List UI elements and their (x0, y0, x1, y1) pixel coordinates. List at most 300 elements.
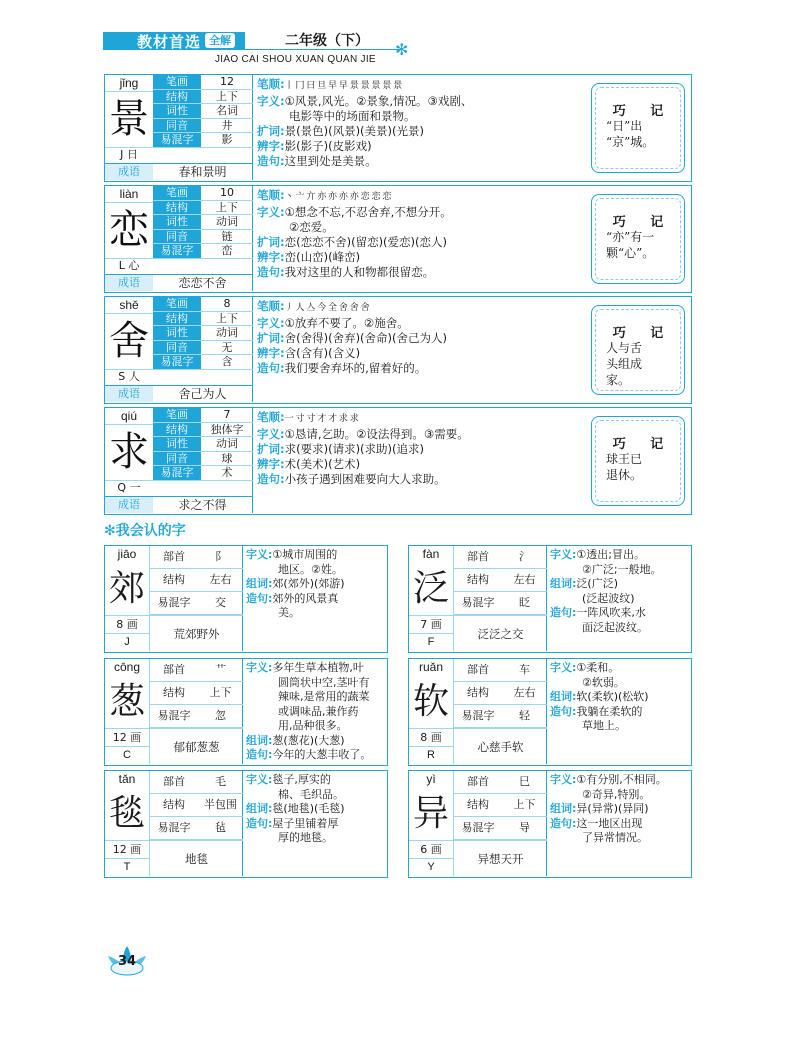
attribute-label: 易混字 (153, 466, 201, 480)
attribute-label: 结构 (467, 686, 489, 699)
character-glyph: 软 (412, 681, 449, 722)
example-sentence-text: 屋子里铺着厚 (272, 816, 339, 830)
attribute-row (153, 133, 253, 148)
attribute-row (153, 75, 253, 90)
word-extension-label: 扩词: (257, 331, 285, 345)
attribute-value: 巳 (519, 775, 530, 788)
memory-tip-line: 人与舌 (606, 341, 643, 355)
recognition-card (104, 770, 388, 878)
attribute-label: 部首 (467, 663, 489, 676)
attribute-label: 同音 (153, 119, 201, 133)
character-pinyin: fàn (422, 547, 440, 561)
example-sentence (550, 705, 690, 720)
character-radical: Q 一 (117, 481, 141, 494)
character-distinction (257, 139, 587, 154)
character-pinyin: ruǎn (418, 660, 444, 674)
attribute-value: 上下 (216, 89, 238, 103)
attribute-rows (153, 186, 253, 259)
attribute-row (453, 771, 547, 794)
stroke-count: 6 画 (409, 841, 453, 859)
meaning-text: ①透出;冒出。 (576, 548, 645, 561)
meaning (246, 548, 386, 563)
idiom-label: 成语 (105, 497, 153, 513)
meaning (550, 548, 690, 563)
meaning-label: 字义: (246, 661, 273, 674)
attribute-label: 结构 (153, 312, 201, 326)
attribute-value: 艹 (215, 663, 226, 676)
attribute-value: 毛 (215, 775, 226, 788)
example-sentence (246, 817, 386, 832)
example-sentence-text: 这一地区出现 (576, 816, 643, 830)
character-distinction-label: 辨字: (257, 250, 285, 264)
stroke-count-cell (105, 615, 149, 651)
attribute-value: 峦 (221, 244, 233, 258)
attribute-label: 结构 (153, 90, 201, 104)
idiom-row (105, 163, 252, 180)
attribute-value: 动词 (216, 215, 238, 229)
memory-tip-line: 退休。 (606, 468, 643, 482)
attribute-label: 词性 (153, 215, 201, 229)
character-pinyin: liàn (119, 187, 139, 201)
word-extension (257, 442, 587, 457)
word-extension-label: 扩词: (257, 235, 285, 249)
word-formation (550, 577, 690, 592)
meaning-text: ①放弃不要了。②施舍。 (284, 316, 409, 330)
word-formation-label: 组词: (246, 802, 273, 815)
memory-tip-title: 巧 记 (612, 437, 674, 452)
memory-tip-line: 颗“心”。 (606, 246, 655, 260)
example-sentence-text: 郊外的风景真 (272, 591, 339, 605)
example-sentence-label: 造句: (550, 606, 577, 619)
attribute-label: 部首 (163, 550, 185, 563)
character-radical: S 人 (118, 370, 140, 383)
stroke-order-label: 笔顺: (257, 188, 285, 202)
header-brand: 教材首选 (137, 33, 202, 51)
character-distinction-label: 辨字: (257, 346, 285, 360)
example-sentence-label: 造句: (246, 748, 273, 761)
word-formation-text: 毯(地毯)(毛毯) (272, 802, 345, 815)
meaning-text: 毯子,厚实的 (272, 773, 331, 786)
stroke-order (257, 299, 587, 316)
character-card (104, 407, 692, 515)
stroke-order (257, 188, 587, 205)
attribute-row (153, 244, 253, 259)
attribute-value: 左右 (513, 573, 536, 586)
example-sentence-label: 造句: (257, 154, 285, 168)
example-sentence (246, 748, 386, 763)
attribute-label: 笔画 (153, 297, 201, 311)
meaning-text: ①有分别,不相同。 (576, 773, 667, 786)
attribute-value: 上下 (216, 311, 238, 325)
example-sentence-text: 今年的大葱丰收了。 (272, 748, 372, 761)
word-extension (257, 124, 587, 139)
attribute-label: 易混字 (157, 821, 191, 834)
attribute-value: 独体字 (210, 422, 244, 436)
attribute-row (153, 326, 253, 341)
attribute-row (149, 546, 243, 569)
example-sentence-label: 造句: (550, 704, 577, 718)
character-distinction-text: 影(影子)(皮影戏) (284, 139, 372, 153)
stroke-order-text: 一 寸 寸 才 才 求 求 (284, 414, 359, 424)
attribute-label: 同音 (153, 452, 201, 466)
example-sentence (257, 472, 587, 487)
stroke-count-cell (105, 728, 149, 764)
idiom-label: 成语 (105, 164, 153, 180)
attribute-value: 车 (519, 663, 530, 676)
character-distinction-text: 峦(山峦)(峰峦) (284, 250, 361, 264)
meaning-label: 字义: (246, 773, 273, 786)
attribute-label: 结构 (153, 423, 201, 437)
attribute-label: 部首 (467, 775, 489, 788)
meaning-label: 字义: (257, 427, 285, 441)
meaning (550, 773, 690, 788)
attribute-value: 无 (221, 340, 233, 354)
stroke-order-text: 丨 冂 曰 旦 早 早 景 景 景 景 景 (284, 81, 402, 91)
example-sentence-continued: 厚的地毯。 (278, 831, 333, 844)
stroke-count-cell (409, 728, 453, 764)
character-pinyin: tǎn (118, 772, 136, 786)
word-formation-continued: (泛起波纹) (582, 591, 635, 605)
attribute-value: 半包围 (204, 798, 237, 811)
meaning-text: ①风景,风光。②景象,情况。③戏剧、 (284, 94, 473, 108)
example-sentence (257, 361, 587, 376)
attribute-value: 术 (221, 466, 233, 480)
meaning-label: 字义: (257, 94, 285, 108)
attribute-label: 易混字 (157, 596, 191, 609)
idiom-label: 成语 (105, 275, 153, 291)
meaning-continued: 辣味,是常用的蔬菜 (278, 690, 370, 703)
attribute-row (453, 682, 547, 705)
attribute-value: 动词 (216, 437, 238, 451)
word-extension-label: 扩词: (257, 442, 285, 456)
memory-tip-title: 巧 记 (612, 215, 674, 230)
memory-tip-box (591, 194, 685, 284)
attribute-value: 7 (223, 408, 231, 421)
attribute-label: 词性 (153, 437, 201, 451)
stroke-count: 8 画 (105, 616, 149, 634)
character-glyph: 毯 (108, 793, 145, 834)
attribute-label: 同音 (153, 230, 201, 244)
stroke-count: 12 画 (105, 841, 149, 859)
word-extension-text: 景(景色)(风景)(美景)(光景) (284, 124, 425, 138)
snowflake-icon: ✻ (395, 40, 409, 59)
meaning-continued: 电影等中的场面和景物。 (289, 109, 416, 123)
idiom-label: 成语 (105, 386, 153, 402)
attribute-value: 忽 (215, 709, 226, 722)
page-number: 34 (117, 954, 137, 969)
attribute-row (149, 569, 243, 592)
word-formation-label: 组词: (550, 690, 577, 703)
character-glyph: 葱 (108, 681, 145, 722)
character-pinyin: cōng (113, 660, 141, 674)
character-distinction (257, 250, 587, 265)
memory-tip-line: 球王已 (606, 452, 643, 466)
recognition-card (104, 658, 388, 766)
attribute-value: 左右 (209, 573, 232, 586)
section-title: ✻我会认的字 (104, 523, 186, 539)
stroke-order (257, 410, 587, 427)
attribute-label: 词性 (153, 326, 201, 340)
meaning (246, 661, 386, 676)
attribute-value: 阝 (215, 550, 226, 563)
attribute-row (453, 569, 547, 592)
character-card (104, 185, 692, 293)
attribute-row (149, 817, 243, 840)
attribute-label: 笔画 (153, 186, 201, 200)
attribute-value: 球 (221, 451, 233, 465)
recognition-definition-panel (550, 548, 690, 635)
divider (105, 369, 153, 370)
attribute-row (153, 104, 253, 119)
word-extension-label: 扩词: (257, 124, 285, 138)
character-distinction-text: 术(美术)(艺术) (284, 457, 361, 471)
memory-tip-box (591, 83, 685, 173)
attribute-row (153, 312, 253, 327)
idiom-value: 心慈手软 (453, 728, 547, 764)
example-sentence-label: 造句: (246, 816, 273, 830)
meaning-label: 字义: (257, 316, 285, 330)
character-pinyin: jǐng (119, 76, 139, 90)
definition-panel (257, 410, 587, 487)
attribute-row (153, 201, 253, 216)
attribute-value: 上下 (216, 200, 238, 214)
definition-panel (257, 299, 587, 376)
divider (105, 480, 153, 481)
idiom-value: 春和景明 (178, 165, 227, 179)
character-radical: J 日 (120, 148, 138, 161)
attribute-label: 易混字 (153, 355, 201, 369)
character-glyph: 泛 (412, 568, 449, 609)
attribute-rows (153, 297, 253, 370)
pinyin-initial: F (427, 636, 435, 648)
pinyin-initial: C (123, 749, 131, 761)
example-sentence (257, 154, 587, 169)
attribute-row (153, 90, 253, 105)
pinyin-initial: T (123, 861, 131, 873)
idiom-value: 舍己为人 (178, 387, 227, 401)
header-grade: 二年级（下） (285, 33, 369, 49)
meaning-continued: ②恋爱。 (289, 220, 334, 234)
attribute-value: 含 (221, 355, 233, 369)
example-sentence-text: 我躺在柔软的 (576, 704, 643, 718)
attribute-value: 影 (221, 133, 233, 147)
idiom-value: 恋恋不舍 (178, 276, 227, 290)
memory-tip-box (591, 305, 685, 395)
example-sentence-continued: 美。 (278, 606, 300, 619)
word-formation-text: 异(异常)(异同) (576, 802, 649, 815)
meaning-text: 多年生草本植物,叶 (272, 661, 364, 674)
recognition-definition-panel (246, 661, 386, 763)
attribute-value: 链 (221, 229, 233, 243)
word-formation-text: 葱(葱花)(大葱) (272, 733, 345, 747)
attribute-value: 井 (221, 118, 233, 132)
example-sentence-text: 小孩子遇到困难要向大人求助。 (284, 472, 446, 486)
character-info-panel (105, 297, 253, 402)
attribute-row (453, 592, 547, 615)
memory-tip-line: 家。 (606, 373, 631, 387)
character-glyph: 恋 (109, 207, 149, 253)
attribute-label: 笔画 (153, 408, 201, 422)
header-logo: 全解 (205, 33, 235, 48)
stroke-count-cell (409, 615, 453, 651)
character-glyph: 求 (109, 429, 149, 475)
example-sentence-label: 造句: (257, 361, 285, 375)
memory-tip-text (606, 340, 674, 388)
meaning-text: ①柔和。 (576, 661, 620, 674)
recognition-definition-panel (550, 773, 690, 846)
example-sentence-text: 这里到处是美景。 (284, 154, 377, 168)
page-number-badge (104, 944, 150, 978)
attribute-value: 毡 (215, 821, 226, 834)
attribute-value: 眨 (519, 596, 530, 609)
memory-tip-text (606, 118, 674, 150)
idiom-value: 郁郁葱葱 (149, 728, 243, 764)
example-sentence (550, 606, 690, 621)
stroke-order-text: 丶 亠 亣 亦 亦 亦 亦 恋 恋 恋 (284, 192, 391, 202)
memory-tip-line: 头组成 (606, 357, 643, 371)
character-info-panel (105, 186, 253, 291)
example-sentence-text: 一阵风吹来,水 (576, 606, 646, 619)
attribute-value: 氵 (519, 550, 530, 563)
attribute-row (149, 771, 243, 794)
recognition-info-panel (409, 771, 547, 876)
divider (105, 147, 153, 148)
character-info-panel (105, 408, 253, 513)
example-sentence (246, 592, 386, 607)
attribute-rows (153, 75, 253, 148)
attribute-value: 轻 (519, 709, 530, 722)
attribute-label: 结构 (163, 798, 185, 811)
idiom-row (105, 274, 252, 291)
meaning-label: 字义: (550, 548, 577, 561)
attribute-label: 结构 (163, 573, 185, 586)
attribute-row (453, 705, 547, 728)
attribute-row (153, 423, 253, 438)
attribute-row (149, 592, 243, 615)
meaning-text: ①城市周围的 (272, 548, 338, 561)
memory-tip-title: 巧 记 (612, 326, 674, 341)
attribute-row (149, 682, 243, 705)
meaning-continued: 棉、毛织品。 (278, 787, 344, 801)
character-distinction-text: 含(含有)(含义) (284, 346, 361, 360)
word-formation (550, 802, 690, 817)
definition-panel (257, 77, 587, 169)
character-distinction-label: 辨字: (257, 457, 285, 471)
recognition-card (104, 545, 388, 653)
attribute-label: 结构 (467, 573, 489, 586)
attribute-value: 8 (223, 297, 231, 310)
attribute-row (149, 659, 243, 682)
meaning (257, 427, 587, 442)
recognition-definition-panel (246, 773, 386, 846)
meaning-continued: 用,品种很多。 (278, 719, 348, 732)
character-distinction-label: 辨字: (257, 139, 285, 153)
idiom-value: 求之不得 (178, 498, 227, 512)
attribute-row (149, 794, 243, 817)
attribute-row (153, 408, 253, 423)
attribute-row (153, 186, 253, 201)
stroke-count-cell (105, 840, 149, 876)
idiom-value: 地毯 (149, 840, 243, 876)
meaning (550, 661, 690, 676)
attribute-label: 易混字 (461, 821, 495, 834)
meaning (257, 94, 587, 109)
attribute-label: 易混字 (461, 596, 495, 609)
attribute-label: 易混字 (461, 709, 495, 722)
attribute-rows (153, 408, 253, 481)
meaning-continued: 圆筒状中空,茎叶有 (278, 675, 370, 689)
word-formation (246, 577, 386, 592)
character-pinyin: qiú (120, 409, 137, 423)
attribute-label: 易混字 (153, 244, 201, 258)
meaning-text: ①想念不忘,不忍舍弃,不想分开。 (284, 205, 452, 219)
example-sentence-label: 造句: (257, 472, 285, 486)
attribute-row (453, 794, 547, 817)
recognition-definition-panel (246, 548, 386, 621)
character-glyph: 舍 (109, 318, 149, 364)
character-card (104, 296, 692, 404)
attribute-row (453, 546, 547, 569)
word-formation-text: 软(柔软)(松软) (576, 690, 649, 703)
character-radical: L 心 (118, 259, 140, 272)
attribute-label: 部首 (467, 550, 489, 563)
stroke-count: 12 画 (105, 729, 149, 747)
memory-tip-line: “日”出 (606, 119, 643, 133)
pinyin-initial: J (124, 636, 130, 648)
attribute-label: 笔画 (153, 75, 201, 89)
memory-tip-box (591, 416, 685, 506)
attribute-value: 10 (220, 186, 234, 199)
memory-tip-text (606, 229, 674, 261)
attribute-label: 结构 (153, 201, 201, 215)
example-sentence-continued: 了异常情况。 (582, 831, 648, 844)
example-sentence-text: 我们要舍弃坏的,留着好的。 (284, 361, 427, 375)
word-extension-text: 求(要求)(请求)(求助)(追求) (284, 442, 425, 456)
divider (105, 91, 153, 92)
recognition-card (408, 545, 692, 653)
example-sentence (550, 817, 690, 832)
recognition-info-panel (105, 659, 243, 764)
attribute-row (153, 230, 253, 245)
word-extension-text: 舍(舍得)(舍弃)(舍命)(舍己为人) (284, 331, 448, 345)
word-extension-text: 恋(恋恋不舍)(留恋)(爱恋)(恋人) (284, 235, 448, 249)
stroke-order (257, 77, 587, 94)
attribute-row (153, 297, 253, 312)
header-pinyin: JIAO CAI SHOU XUAN QUAN JIE (215, 54, 376, 65)
pinyin-initial: Y (427, 861, 435, 873)
meaning-continued: ②奇异,特别。 (582, 787, 651, 801)
pinyin-initial: R (427, 749, 435, 761)
attribute-value: 12 (220, 75, 234, 88)
idiom-row (105, 385, 252, 402)
attribute-value: 交 (215, 596, 226, 609)
word-extension (257, 235, 587, 250)
word-formation-text: 郊(郊外)(郊游) (272, 577, 345, 590)
word-formation (246, 802, 386, 817)
word-formation-label: 组词: (246, 577, 273, 590)
meaning-continued: ②广泛;一般地。 (582, 562, 662, 576)
example-sentence (257, 265, 587, 280)
word-formation-label: 组词: (550, 802, 577, 815)
word-formation (246, 734, 386, 749)
recognition-definition-panel (550, 661, 690, 734)
word-formation-text: 泛(广泛) (576, 577, 618, 590)
recognition-info-panel (409, 659, 547, 764)
recognition-info-panel (105, 771, 243, 876)
meaning-label: 字义: (550, 661, 577, 674)
divider (105, 202, 153, 203)
memory-tip-title: 巧 记 (612, 104, 674, 119)
